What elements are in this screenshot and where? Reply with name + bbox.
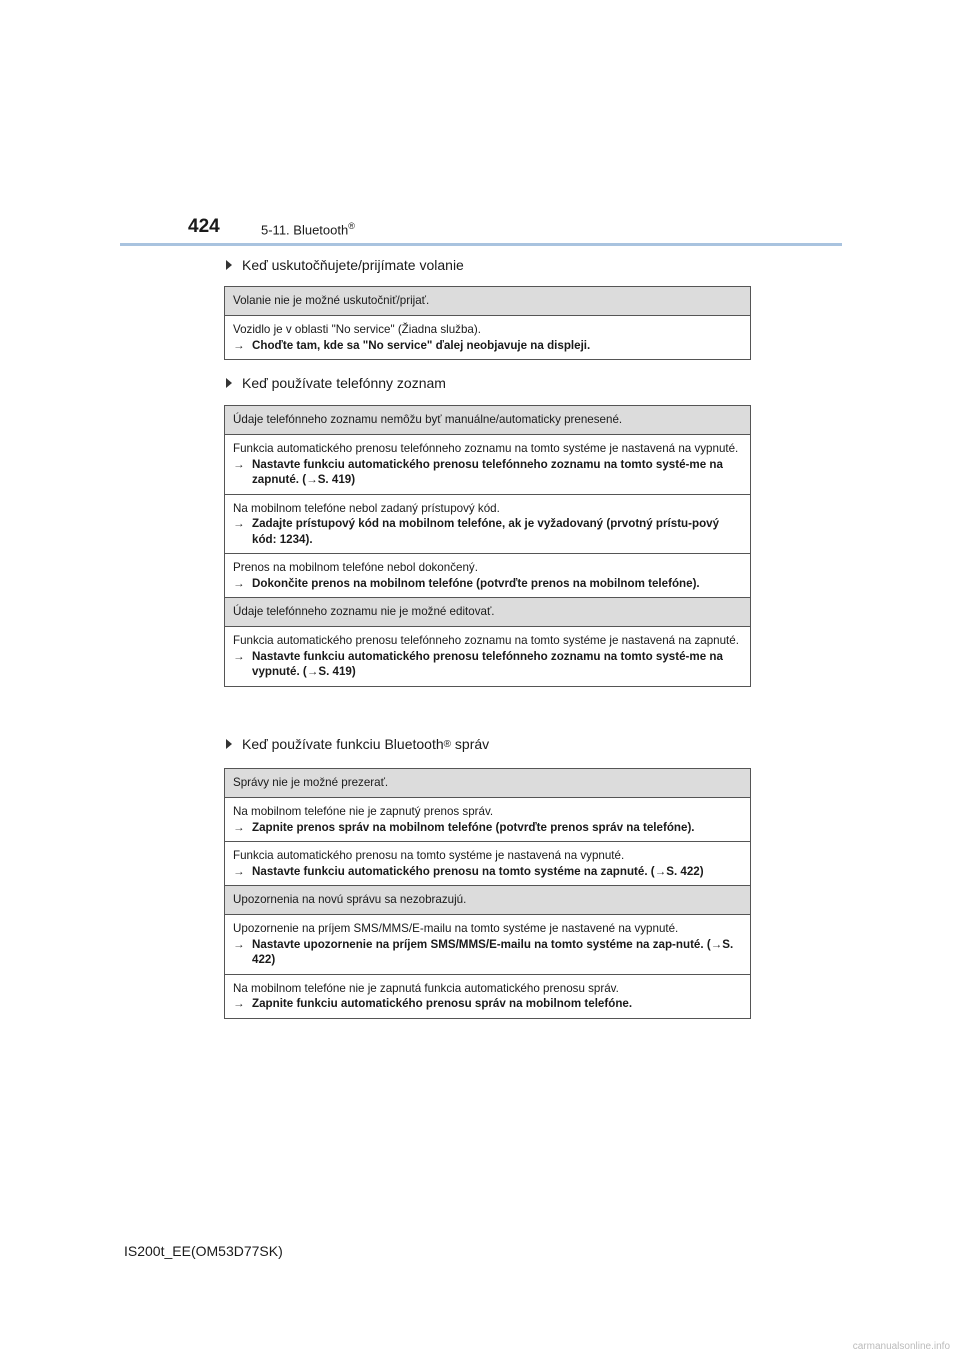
arrow-right-icon: → <box>233 649 245 663</box>
table-row <box>225 974 751 1018</box>
problem-heading: Údaje telefónneho zoznamu nie je možné editovať. <box>225 598 751 627</box>
table-row <box>225 316 751 360</box>
solution-text: Dokončite prenos na mobilnom telefóne (potvrďte prenos na mobilnom telefóne). <box>252 576 700 590</box>
problem-heading: Volanie nie je možné uskutočniť/prijať. <box>225 287 751 316</box>
triangle-bullet-icon <box>226 739 232 749</box>
solution-text: Nastavte funkciu automatického prenosu telefónneho zoznamu na tomto systé-me na vypnuté. (→S. 419) <box>252 649 723 678</box>
cause-cell <box>225 316 751 360</box>
solution-text: Choďte tam, kde sa "No service" ďalej neobjavuje na displeji. <box>252 338 591 352</box>
triangle-bullet-icon <box>226 260 232 270</box>
table-row <box>225 798 751 842</box>
arrow-right-icon: → <box>233 457 245 471</box>
cause-cell <box>225 798 751 842</box>
phonebook-table <box>224 405 751 687</box>
table-heading-row <box>225 598 751 627</box>
solution-line <box>233 996 742 1012</box>
cause-cell <box>225 915 751 975</box>
table-heading-row <box>225 886 751 915</box>
cause-cell <box>225 974 751 1018</box>
problem-heading: Upozornenia na novú správu sa nezobrazujú. <box>225 886 751 915</box>
solution-line <box>233 937 742 968</box>
cause-cell <box>225 627 751 687</box>
table-heading-row <box>225 287 751 316</box>
cause-text: Funkcia automatického prenosu telefónneho zoznamu na tomto systéme je nastavená na vypnuté. <box>233 442 739 455</box>
model-code: IS200t_EE(OM53D77SK) <box>124 1243 283 1259</box>
page-number: 424 <box>188 216 220 237</box>
solution-text: Nastavte funkciu automatického prenosu telefónneho zoznamu na tomto systé-me na zapnuté. (→S. 419) <box>252 457 723 486</box>
chapter-title: 5-11. Bluetooth® <box>261 221 355 238</box>
arrow-right-icon: → <box>233 576 245 590</box>
cause-cell <box>225 494 751 554</box>
solution-line <box>233 864 742 880</box>
solution-line <box>233 338 742 354</box>
solution-line <box>233 649 742 680</box>
arrow-right-icon: → <box>233 517 245 530</box>
solution-line <box>233 576 742 592</box>
arrow-right-icon: → <box>233 864 245 878</box>
cause-cell <box>225 554 751 598</box>
solution-text: Zapnite funkciu automatického prenosu správ na mobilnom telefóne. <box>252 997 633 1010</box>
table-heading-row <box>225 406 751 435</box>
table-row <box>225 554 751 598</box>
section-heading-calls: Keď uskutočňujete/prijímate volanie <box>226 257 464 273</box>
cause-text: Upozornenie na príjem SMS/MMS/E-mailu na tomto systéme je nastavené na vypnuté. <box>233 922 679 935</box>
cause-text: Na mobilnom telefóne nebol zadaný prístupový kód. <box>233 501 500 515</box>
solution-text: Nastavte funkciu automatického prenosu na tomto systéme na zapnuté. (→S. 422) <box>252 864 704 878</box>
solution-text: Zapnite prenos správ na mobilnom telefóne (potvrďte prenos správ na telefóne). <box>252 820 695 834</box>
arrow-right-icon: → <box>233 997 245 1010</box>
solution-line <box>233 516 742 547</box>
cause-text: Funkcia automatického prenosu na tomto systéme je nastavená na vypnuté. <box>233 849 625 862</box>
cause-text: Prenos na mobilnom telefóne nebol dokončený. <box>233 561 478 574</box>
messages-table <box>224 768 751 1019</box>
table-row <box>225 915 751 975</box>
section-heading-messages: Keď používate funkciu Bluetooth ® správ <box>226 736 489 752</box>
table-row <box>225 435 751 495</box>
cause-text: Vozidlo je v oblasti "No service" (Žiadna služba). <box>233 323 481 336</box>
arrow-right-icon: → <box>233 937 245 951</box>
triangle-bullet-icon <box>226 378 232 388</box>
solution-text: Zadajte prístupový kód na mobilnom telefóne, ak je vyžadovaný (prvotný prístu-pový kód: 1234). <box>252 517 720 546</box>
cause-text: Na mobilnom telefóne nie je zapnutá funkcia automatického prenosu správ. <box>233 981 619 995</box>
cause-cell <box>225 435 751 495</box>
problem-heading: Správy nie je možné prezerať. <box>225 769 751 798</box>
arrow-right-icon: → <box>233 338 245 352</box>
solution-text: Nastavte upozornenie na príjem SMS/MMS/E-mailu na tomto systéme na zap-nuté. (→S. 422) <box>252 937 734 966</box>
page-header <box>188 216 848 246</box>
calls-table <box>224 286 751 360</box>
section-heading-phonebook: Keď používate telefónny zoznam <box>226 375 446 391</box>
cause-text: Na mobilnom telefóne nie je zapnutý prenos správ. <box>233 805 494 818</box>
cause-cell <box>225 842 751 886</box>
table-row <box>225 842 751 886</box>
header-rule <box>120 243 842 246</box>
arrow-right-icon: → <box>233 820 245 834</box>
cause-text: Funkcia automatického prenosu telefónneho zoznamu na tomto systéme je nastavená na zapnuté. <box>233 634 739 647</box>
table-row <box>225 627 751 687</box>
table-row <box>225 494 751 554</box>
solution-line <box>233 457 742 488</box>
table-heading-row <box>225 769 751 798</box>
problem-heading: Údaje telefónneho zoznamu nemôžu byť manuálne/automaticky prenesené. <box>225 406 751 435</box>
solution-line <box>233 820 742 836</box>
watermark: carmanualsonline.info <box>852 1341 950 1352</box>
